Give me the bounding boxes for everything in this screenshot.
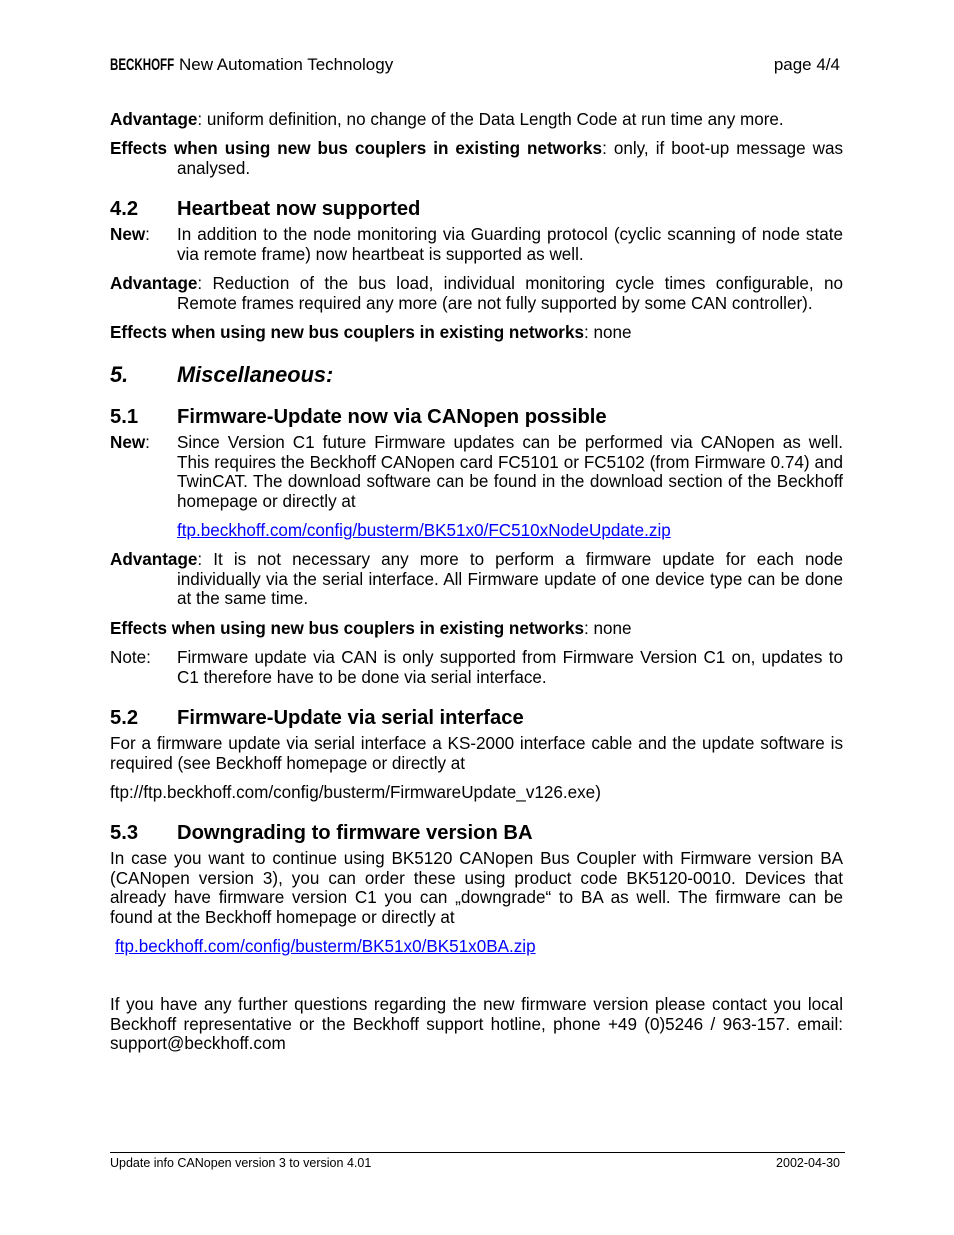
effects-paragraph (110, 323, 843, 343)
paragraph-line: at the same time. (177, 589, 309, 609)
paragraph-line: C1 therefore have to be done via serial interface. (177, 667, 547, 687)
chapter-number: 5. (110, 362, 129, 387)
chapter-heading-5 (110, 362, 843, 388)
paragraph-line: For a firmware update via serial interface a KS-2000 interface cable and the update software is (110, 734, 843, 753)
section-title: Downgrading to firmware version BA (177, 822, 533, 844)
ba-firmware-link-row (115, 937, 815, 957)
brand-tagline: New Automation Technology (179, 55, 394, 74)
intro-effects-paragraph (110, 139, 843, 178)
advantage-label: Advantage (110, 550, 198, 569)
section-heading-5-1 (110, 405, 843, 429)
node-update-link-row (177, 521, 843, 541)
paragraph-line: Firmware update via CAN is only supported from Firmware Version C1 on, updates to (177, 648, 843, 667)
section-number: 5.2 (110, 707, 139, 729)
note-paragraph (110, 648, 843, 687)
advantage-text: : It is not necessary any more to perform a firmware update for each node (197, 550, 843, 569)
paragraph-line: individually via the serial interface. All Firmware update of one device type can be done (177, 569, 843, 589)
new-label-text: New (110, 225, 146, 244)
paragraph-line (110, 274, 843, 294)
advantage-text: : uniform definition, no change of the Data Length Code at run time any more. (197, 110, 784, 129)
new-label-text: New (110, 433, 146, 452)
downgrade-paragraph (110, 849, 843, 928)
paragraph-line: homepage or directly at (177, 492, 356, 512)
footer-date: 2002-04-30 (776, 1156, 840, 1170)
effects-label: Effects when using new bus couplers in existing networks (110, 139, 603, 158)
section-heading-5-2 (110, 706, 843, 730)
effects-paragraph (110, 619, 843, 639)
section-title: Heartbeat now supported (177, 198, 421, 220)
footer-rule (110, 1152, 845, 1153)
paragraph-line (110, 323, 843, 343)
paragraph-line: Since Version C1 future Firmware updates can be performed via CANopen as well. (177, 433, 843, 452)
page-number: page 4/4 (773, 55, 840, 74)
chapter-title: Miscellaneous: (177, 362, 334, 387)
contact-paragraph (110, 995, 843, 1054)
paragraph-line: required (see Beckhoff homepage or directly at (110, 753, 466, 773)
effects-text: : none (583, 619, 632, 638)
paragraph-line (110, 139, 843, 159)
effects-text: : none (583, 323, 632, 342)
new-label (110, 225, 150, 245)
paragraph-line: Remote frames required any more (are not fully supported by some CAN controller). (177, 293, 813, 313)
section-number: 4.2 (110, 198, 139, 220)
new-paragraph (110, 225, 843, 264)
paragraph-body (177, 433, 843, 512)
advantage-paragraph (110, 550, 843, 609)
paragraph-line: support@beckhoff.com (110, 1034, 286, 1054)
brand-logo: BECKHOFF (110, 56, 175, 74)
effects-text: : only, if boot-up message was (602, 139, 844, 158)
paragraph-line: already have firmware version C1 you can „downgrade“ to BA as well. The firmware can be (110, 888, 843, 908)
ba-firmware-download-link[interactable]: ftp.beckhoff.com/config/busterm/BK51x0/BK51x0BA.zip (115, 937, 536, 956)
page-header (110, 55, 840, 75)
intro-advantage-paragraph (110, 110, 843, 130)
paragraph-line: found at the Beckhoff homepage or directly at (110, 908, 455, 928)
paragraph-line: TwinCAT. The download software can be found in the download section of the Beckhoff (177, 472, 843, 492)
paragraph-line: Beckhoff representative or the Beckhoff support hotline, phone +49 (0)5246 / 963-157. email: (110, 1014, 843, 1034)
new-label (110, 433, 150, 453)
firmware-update-url: ftp://ftp.beckhoff.com/config/busterm/FirmwareUpdate_v126.exe) (110, 783, 601, 802)
label-colon: : (145, 225, 150, 244)
paragraph-line (110, 619, 843, 639)
advantage-text: : Reduction of the bus load, individual monitoring cycle times configurable, no (197, 274, 843, 293)
section-number: 5.3 (110, 822, 139, 844)
node-update-download-link[interactable]: ftp.beckhoff.com/config/busterm/BK51x0/FC510xNodeUpdate.zip (177, 521, 671, 540)
effects-label: Effects when using new bus couplers in existing networks (110, 619, 584, 638)
new-paragraph (110, 433, 843, 512)
serial-update-url-paragraph (110, 783, 843, 803)
advantage-label: Advantage (110, 274, 198, 293)
paragraph-line: This requires the Beckhoff CANopen card FC5101 or FC5102 (from Firmware 0.74) and (177, 452, 843, 472)
section-title: Firmware-Update via serial interface (177, 707, 524, 729)
paragraph-line: via remote frame) now heartbeat is supported as well. (177, 244, 584, 264)
paragraph-line: In addition to the node monitoring via Guarding protocol (cyclic scanning of node state (177, 225, 843, 244)
advantage-paragraph (110, 274, 843, 313)
paragraph-line: In case you want to continue using BK5120 CANopen Bus Coupler with Firmware version BA (110, 849, 843, 868)
paragraph-line: analysed. (177, 158, 251, 178)
paragraph-line (110, 110, 843, 130)
effects-label: Effects when using new bus couplers in existing networks (110, 323, 584, 342)
paragraph-line: If you have any further questions regarding the new firmware version please contact you local (110, 995, 843, 1014)
section-number: 5.1 (110, 406, 139, 428)
label-colon: : (145, 433, 150, 452)
section-heading-5-3 (110, 821, 843, 845)
section-heading-4-2 (110, 197, 843, 221)
page-footer (110, 1156, 840, 1170)
note-label: Note: (110, 648, 151, 667)
serial-update-paragraph (110, 734, 843, 773)
paragraph-body (177, 648, 843, 687)
paragraph-body (177, 225, 843, 264)
paragraph-line (110, 550, 843, 570)
section-title: Firmware-Update now via CANopen possible (177, 406, 607, 428)
paragraph-line: (CANopen version 3), you can order these using product code BK5120-0010. Devices that (110, 868, 843, 888)
advantage-label: Advantage (110, 110, 198, 129)
footer-document-title: Update info CANopen version 3 to version 4.01 (110, 1156, 372, 1170)
